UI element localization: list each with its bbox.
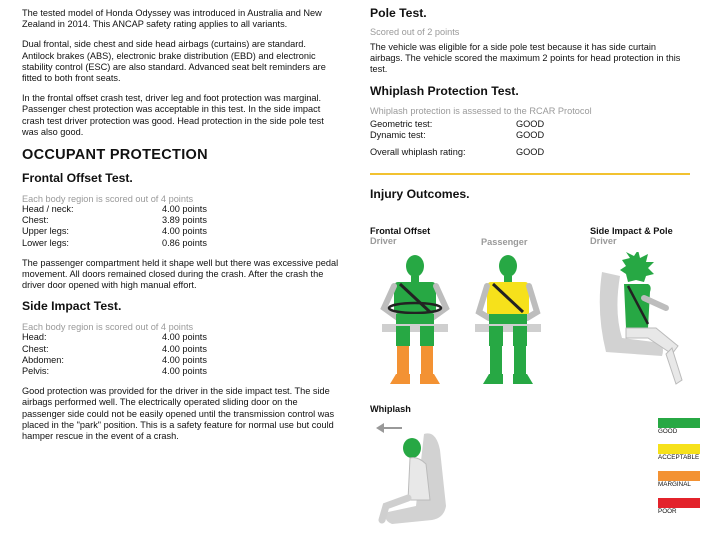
whiplash-label: Geometric test: — [370, 118, 433, 129]
side-driver-label: Driver — [590, 236, 617, 246]
side-impact-note: Good protection was provided for the driver in the side impact test. The side airbags performed well. The electrically operated sliding door on the passenger side could not be easily opened until the transmission control was placed in the "park" position. This is a safety feature for normal use but could hamper rescue in the event of a crash. — [22, 386, 335, 442]
whiplash-test-title: Whiplash Protection Test. — [370, 83, 519, 98]
passenger-right-upper-leg — [513, 326, 527, 346]
injury-outcomes-title: Injury Outcomes. — [370, 186, 470, 201]
driver-figure — [370, 252, 460, 392]
side-impact-subtitle: Each body region is scored out of 4 points — [22, 322, 194, 333]
legend-acceptable-label: ACCEPTABLE — [658, 454, 700, 461]
region-label: Upper legs: — [22, 226, 69, 237]
driver-right-lower-leg — [421, 346, 433, 374]
whiplash-overall-row — [370, 147, 690, 158]
passenger-label: Passenger — [481, 237, 528, 247]
intro-paragraph-2: Dual frontal, side chest and side head airbags (curtains) are standard. Antilock brakes (ABS), electronic brake distribution (EBD) and electronic stability control (ESC) are also standard. Advanced seat belt reminders are fitted to both front seats. — [22, 39, 326, 84]
whiplash-row — [370, 130, 690, 141]
score-row — [22, 355, 340, 366]
region-score: 4.00 points — [162, 204, 207, 215]
whiplash-overall-value: GOOD — [516, 147, 545, 158]
frontal-scores-table — [22, 204, 340, 249]
section-title: OCCUPANT PROTECTION — [22, 147, 208, 164]
passenger-right-foot — [513, 374, 533, 384]
frontal-offset-label: Frontal Offset — [370, 226, 431, 236]
legend-marginal — [658, 471, 700, 489]
whiplash-test-subtitle: Whiplash protection is assessed to the RCAR Protocol — [370, 105, 592, 116]
driver-neck — [411, 276, 419, 282]
passenger-left-foot — [483, 374, 503, 384]
region-score: 4.00 points — [162, 343, 207, 354]
region-score: 4.00 points — [162, 354, 207, 365]
passenger-right-lower-leg — [514, 346, 526, 374]
score-row — [22, 332, 340, 343]
frontal-offset-subtitle: Each body region is scored out of 4 points — [22, 194, 194, 205]
legend-poor-swatch — [658, 498, 700, 508]
legend-marginal-label: MARGINAL — [658, 481, 691, 488]
region-label: Chest: — [22, 215, 49, 226]
legend-marginal-swatch — [658, 471, 700, 481]
region-label: Lower legs: — [22, 237, 69, 248]
driver-left-foot — [390, 374, 410, 384]
passenger-left-lower-leg — [490, 346, 502, 374]
region-label: Head: — [22, 332, 47, 343]
side-impact-title: Side Impact Test. — [22, 299, 122, 314]
score-row — [22, 366, 340, 377]
pole-test-text: The vehicle was eligible for a side pole test because it has side curtain airbags. The vehicle scored the maximum 2 points for head protection in this test. — [370, 42, 681, 75]
frontal-offset-heading — [370, 226, 430, 246]
side-impact-figure — [592, 252, 692, 392]
driver-head — [406, 255, 424, 277]
legend-acceptable-swatch — [658, 444, 700, 454]
side-head — [620, 252, 654, 282]
whiplash-arrow-icon — [376, 423, 384, 433]
whiplash-value: GOOD — [516, 129, 545, 140]
passenger-head — [499, 255, 517, 277]
score-row — [22, 238, 340, 249]
intro-paragraph-3: In the frontal offset crash test, driver leg and foot protection was marginal. Passenger chest protection was acceptable in this test. In the side impact crash test driver protection was good. Head protection in the side pole test was also good. — [22, 93, 324, 137]
score-row — [22, 204, 340, 215]
region-label: Pelvis: — [22, 366, 50, 377]
score-row — [22, 215, 340, 226]
seat-base — [382, 324, 448, 332]
legend-good — [658, 418, 700, 436]
score-row — [22, 344, 340, 355]
intro-paragraph-1: The tested model of Honda Odyssey was introduced in Australia and New Zealand in 2014. This ANCAP safety rating applies to all variants. — [22, 8, 322, 30]
whiplash-figure — [372, 420, 462, 530]
legend-good-swatch — [658, 418, 700, 428]
pole-test-title: Pole Test. — [370, 6, 427, 20]
side-impact-label: Side Impact & Pole — [590, 226, 673, 236]
driver-right-upper-leg — [420, 326, 434, 346]
driver-right-foot — [420, 374, 440, 384]
region-score: 3.89 points — [162, 215, 207, 226]
whiplash-value: GOOD — [516, 118, 545, 129]
whiplash-results — [370, 119, 690, 159]
whiplash-overall-label: Overall whiplash rating: — [370, 147, 466, 158]
legend-poor-label: POOR — [658, 508, 677, 515]
legend-poor — [658, 498, 700, 516]
legend-good-label: GOOD — [658, 428, 678, 435]
side-impact-heading — [590, 226, 673, 246]
left-column — [22, 0, 340, 442]
legend-acceptable — [658, 444, 700, 462]
side-scores-table — [22, 332, 340, 377]
passenger-seat-base — [475, 324, 541, 332]
score-row — [22, 226, 340, 237]
whiplash-head — [403, 438, 421, 458]
whiplash-label: Dynamic test: — [370, 129, 426, 140]
pole-test-subtitle: Scored out of 2 points — [370, 27, 460, 37]
whiplash-label: Whiplash — [370, 404, 411, 414]
passenger-left-upper-leg — [489, 326, 503, 346]
region-score: 4.00 points — [162, 226, 207, 237]
right-column — [370, 0, 690, 201]
frontal-offset-title: Frontal Offset Test. — [22, 171, 133, 186]
frontal-driver-label: Driver — [370, 236, 397, 246]
region-score: 4.00 points — [162, 366, 207, 377]
region-label: Head / neck: — [22, 204, 74, 215]
rating-legend — [658, 418, 700, 516]
passenger-neck — [504, 276, 512, 282]
frontal-note: The passenger compartment held it shape well but there was excessive pedal movement. All doors remained closed during the crash. After the crash the driver door opened with high manual effort. — [22, 257, 339, 291]
divider — [370, 173, 690, 175]
region-label: Chest: — [22, 343, 49, 354]
passenger-figure — [463, 252, 553, 392]
region-label: Abdomen: — [22, 354, 64, 365]
driver-left-upper-leg — [396, 326, 410, 346]
side-lower-leg — [666, 348, 682, 384]
whiplash-row — [370, 119, 690, 130]
region-score: 0.86 points — [162, 237, 207, 248]
driver-left-lower-leg — [397, 346, 409, 374]
region-score: 4.00 points — [162, 332, 207, 343]
